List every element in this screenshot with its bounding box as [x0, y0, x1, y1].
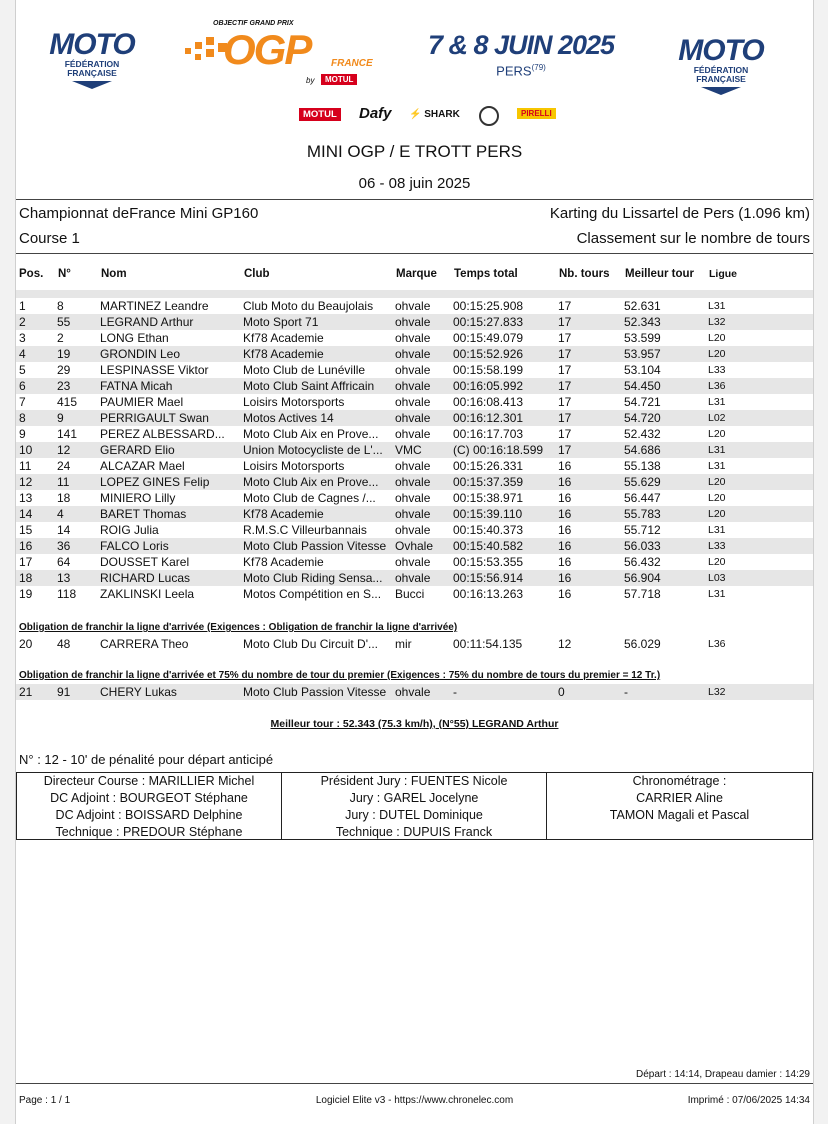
group3-note: Obligation de franchir la ligne d'arrivée et 75% du nombre de tour du premier (Exigences : 75% du nombre de tours du premier = 12 Tr.) — [19, 670, 661, 681]
cell-temps: 00:15:40.582 — [451, 538, 556, 554]
cell-nom: ROIG Julia — [98, 522, 241, 538]
cell-num: 55 — [55, 314, 98, 330]
cell-marque: ohvale — [393, 570, 451, 586]
col-temps: Temps total — [454, 268, 518, 280]
cell-ligue: L31 — [706, 522, 813, 538]
cell-meilleur: 55.712 — [622, 522, 706, 538]
cell-pos: 10 — [16, 442, 55, 458]
cell-club: Moto Club de Lunéville — [241, 362, 393, 378]
cell-tours: 17 — [556, 330, 622, 346]
cell-meilleur: 52.631 — [622, 298, 706, 314]
cell-tours: 17 — [556, 314, 622, 330]
group2-note: Obligation de franchir la ligne d'arrivée (Exigences : Obligation de franchir la ligne d'arrivée) — [19, 622, 458, 633]
sponsor-motul: MOTUL — [299, 108, 341, 121]
table-row — [16, 458, 813, 474]
table-row — [16, 490, 813, 506]
cell-ligue: L20 — [706, 506, 813, 522]
cell-pos: 11 — [16, 458, 55, 474]
cell-club: Moto Club Saint Affricain — [241, 378, 393, 394]
best-lap: Meilleur tour : 52.343 (75.3 km/h), (N°55) LEGRAND Arthur — [270, 718, 559, 730]
cell-ligue: L20 — [706, 426, 813, 442]
cell-nom: MARTINEZ Leandre — [98, 298, 241, 314]
table-row — [16, 330, 813, 346]
cell-club: Club Moto du Beaujolais — [241, 298, 393, 314]
table-row — [16, 314, 813, 330]
cell-num: 13 — [55, 570, 98, 586]
table-row — [16, 346, 813, 362]
cell-temps: 00:15:53.355 — [451, 554, 556, 570]
page-number: Page : 1 / 1 — [19, 1095, 71, 1106]
table-row — [16, 586, 813, 602]
table-row — [16, 394, 813, 410]
cell-club: Motos Compétition en S... — [241, 586, 393, 602]
cell-club: Motos Actives 14 — [241, 410, 393, 426]
officials-box — [16, 772, 813, 840]
col-tours: Nb. tours — [559, 268, 610, 280]
header-shade — [16, 290, 813, 298]
track-info: Karting du Lissartel de Pers (1.096 km) — [549, 205, 810, 222]
ffm-chevron-icon — [72, 81, 112, 89]
cell-ligue: L31 — [706, 298, 813, 314]
ogp-logo: OBJECTIF GRAND PRIX OGP FRANCE by MOTUL — [181, 20, 381, 92]
table-row — [16, 570, 813, 586]
cell-meilleur: 54.720 — [622, 410, 706, 426]
cell-nom: PAUMIER Mael — [98, 394, 241, 410]
sponsor-pirelli: PIRELLI — [517, 108, 556, 119]
cell-tours: 16 — [556, 554, 622, 570]
cell-tours: 16 — [556, 538, 622, 554]
cell-tours: 12 — [556, 636, 622, 652]
meeting-title: MINI OGP / E TROTT PERS — [306, 142, 523, 161]
cell-num: 2 — [55, 330, 98, 346]
cell-meilleur: 53.957 — [622, 346, 706, 362]
table-row — [16, 636, 813, 652]
cell-marque: ohvale — [393, 490, 451, 506]
cell-meilleur: - — [622, 684, 706, 700]
meeting-dates: 06 - 08 juin 2025 — [358, 175, 471, 192]
cell-nom: CARRERA Theo — [98, 636, 241, 652]
results-table-group2 — [16, 636, 813, 652]
cell-temps: 00:11:54.135 — [451, 636, 556, 652]
cell-ligue: L03 — [706, 570, 813, 586]
cell-temps: 00:15:26.331 — [451, 458, 556, 474]
cell-temps: 00:15:52.926 — [451, 346, 556, 362]
table-row — [16, 298, 813, 314]
cell-temps: 00:15:37.359 — [451, 474, 556, 490]
cell-temps: 00:15:49.079 — [451, 330, 556, 346]
col-nom: Nom — [101, 268, 127, 280]
cell-meilleur: 54.721 — [622, 394, 706, 410]
cell-nom: ALCAZAR Mael — [98, 458, 241, 474]
cell-pos: 9 — [16, 426, 55, 442]
results-sheet — [15, 0, 814, 1124]
cell-marque: ohvale — [393, 554, 451, 570]
cell-tours: 17 — [556, 410, 622, 426]
software-credit: Logiciel Elite v3 - https://www.chronelec.com — [315, 1095, 514, 1106]
print-date: Imprimé : 07/06/2025 14:34 — [687, 1095, 810, 1106]
cell-num: 24 — [55, 458, 98, 474]
cell-nom: BARET Thomas — [98, 506, 241, 522]
cell-ligue: L36 — [706, 636, 813, 652]
cell-num: 118 — [55, 586, 98, 602]
col-num: N° — [58, 268, 71, 280]
results-table — [16, 684, 813, 700]
cell-ligue: L20 — [706, 346, 813, 362]
divider-top — [16, 199, 813, 200]
cell-meilleur: 53.104 — [622, 362, 706, 378]
cell-tours: 16 — [556, 506, 622, 522]
cell-marque: ohvale — [393, 506, 451, 522]
cell-meilleur: 52.432 — [622, 426, 706, 442]
cell-nom: ZAKLINSKI Leela — [98, 586, 241, 602]
cell-nom: FATNA Micah — [98, 378, 241, 394]
cell-club: Kf78 Academie — [241, 506, 393, 522]
cell-temps: 00:15:40.373 — [451, 522, 556, 538]
cell-num: 29 — [55, 362, 98, 378]
results-table-group3 — [16, 684, 813, 700]
ffm-logo-right: MOTO FÉDÉRATION FRANÇAISE — [671, 36, 771, 95]
cell-temps: 00:15:58.199 — [451, 362, 556, 378]
cell-meilleur: 56.432 — [622, 554, 706, 570]
cell-meilleur: 55.629 — [622, 474, 706, 490]
race-name: Course 1 — [19, 230, 80, 247]
cell-pos: 17 — [16, 554, 55, 570]
cell-ligue: L32 — [706, 684, 813, 700]
cell-temps: - — [451, 684, 556, 700]
cell-num: 415 — [55, 394, 98, 410]
cell-ligue: L32 — [706, 314, 813, 330]
cell-marque: ohvale — [393, 458, 451, 474]
cell-club: Moto Club Passion Vitesse — [241, 684, 393, 700]
col-pos: Pos. — [19, 268, 44, 280]
cell-ligue: L33 — [706, 538, 813, 554]
cell-temps: 00:15:38.971 — [451, 490, 556, 506]
cell-num: 8 — [55, 298, 98, 314]
classification-type: Classement sur le nombre de tours — [576, 230, 810, 247]
cell-num: 48 — [55, 636, 98, 652]
cell-meilleur: 56.447 — [622, 490, 706, 506]
cell-club: Moto Club Du Circuit D'... — [241, 636, 393, 652]
cell-tours: 16 — [556, 586, 622, 602]
cell-meilleur: 53.599 — [622, 330, 706, 346]
cell-nom: PERRIGAULT Swan — [98, 410, 241, 426]
cell-pos: 2 — [16, 314, 55, 330]
start-info: Départ : 14:14, Drapeau damier : 14:29 — [636, 1069, 810, 1080]
ffm-chevron-icon — [701, 87, 741, 95]
cell-club: R.M.S.C Villeurbannais — [241, 522, 393, 538]
cell-tours: 16 — [556, 474, 622, 490]
cell-marque: Ovhale — [393, 538, 451, 554]
col-meilleur: Meilleur tour — [625, 268, 695, 280]
cell-ligue: L33 — [706, 362, 813, 378]
penalty-note: N° : 12 - 10' de pénalité pour départ anticipé — [19, 752, 274, 767]
cell-marque: ohvale — [393, 330, 451, 346]
cell-pos: 8 — [16, 410, 55, 426]
col-club: Club — [244, 268, 270, 280]
event-date: 7 & 8 JUIN 2025 — [427, 30, 615, 60]
cell-marque: ohvale — [393, 410, 451, 426]
cell-num: 36 — [55, 538, 98, 554]
cell-club: Moto Club Riding Sensa... — [241, 570, 393, 586]
cell-tours: 17 — [556, 298, 622, 314]
sponsor-bar — [299, 106, 579, 126]
cell-club: Moto Club Passion Vitesse — [241, 538, 393, 554]
cell-num: 18 — [55, 490, 98, 506]
cell-ligue: L31 — [706, 586, 813, 602]
cell-ligue: L31 — [706, 394, 813, 410]
cell-temps: 00:16:13.263 — [451, 586, 556, 602]
cell-pos: 19 — [16, 586, 55, 602]
cell-tours: 16 — [556, 570, 622, 586]
cell-ligue: L20 — [706, 474, 813, 490]
cell-tours: 17 — [556, 378, 622, 394]
cell-nom: FALCO Loris — [98, 538, 241, 554]
cell-num: 12 — [55, 442, 98, 458]
table-row — [16, 522, 813, 538]
cell-meilleur: 54.686 — [622, 442, 706, 458]
cell-ligue: L20 — [706, 330, 813, 346]
cell-club: Moto Club Aix en Prove... — [241, 426, 393, 442]
cell-ligue: L36 — [706, 378, 813, 394]
cell-marque: Bucci — [393, 586, 451, 602]
sponsor-emblem-icon — [479, 106, 499, 126]
cell-marque: VMC — [393, 442, 451, 458]
cell-pos: 13 — [16, 490, 55, 506]
cell-club: Loisirs Motorsports — [241, 458, 393, 474]
results-table — [16, 636, 813, 652]
cell-pos: 1 — [16, 298, 55, 314]
cell-marque: ohvale — [393, 362, 451, 378]
results-table — [16, 298, 813, 602]
cell-marque: ohvale — [393, 346, 451, 362]
cell-tours: 17 — [556, 394, 622, 410]
cell-nom: GERARD Elio — [98, 442, 241, 458]
cell-temps: 00:15:56.914 — [451, 570, 556, 586]
cell-pos: 4 — [16, 346, 55, 362]
cell-temps: 00:16:17.703 — [451, 426, 556, 442]
cell-nom: LOPEZ GINES Felip — [98, 474, 241, 490]
cell-ligue: L31 — [706, 442, 813, 458]
event-place: PERS$^{(79)}$ — [496, 63, 546, 79]
cell-temps: 00:15:25.908 — [451, 298, 556, 314]
cell-pos: 14 — [16, 506, 55, 522]
table-row — [16, 506, 813, 522]
cell-pos: 15 — [16, 522, 55, 538]
officials-jury: Président Jury : FUENTES Nicole Jury : GAREL Jocelyne Jury : DUTEL Dominique Technique : DUPUIS Franck — [282, 773, 547, 839]
divider-mid — [16, 253, 813, 254]
cell-nom: RICHARD Lucas — [98, 570, 241, 586]
cell-meilleur: 56.904 — [622, 570, 706, 586]
cell-num: 91 — [55, 684, 98, 700]
cell-temps: 00:16:12.301 — [451, 410, 556, 426]
table-row — [16, 442, 813, 458]
cell-marque: ohvale — [393, 394, 451, 410]
cell-nom: GRONDIN Leo — [98, 346, 241, 362]
cell-meilleur: 56.033 — [622, 538, 706, 554]
cell-nom: CHERY Lukas — [98, 684, 241, 700]
cell-marque: ohvale — [393, 684, 451, 700]
cell-ligue: L02 — [706, 410, 813, 426]
cell-pos: 6 — [16, 378, 55, 394]
cell-num: 11 — [55, 474, 98, 490]
cell-nom: MINIERO Lilly — [98, 490, 241, 506]
cell-club: Kf78 Academie — [241, 346, 393, 362]
table-row — [16, 362, 813, 378]
cell-meilleur: 57.718 — [622, 586, 706, 602]
divider-bottom — [16, 1083, 813, 1084]
cell-marque: mir — [393, 636, 451, 652]
cell-meilleur: 55.138 — [622, 458, 706, 474]
cell-nom: LEGRAND Arthur — [98, 314, 241, 330]
championship: Championnat deFrance Mini GP160 — [19, 205, 259, 222]
cell-club: Moto Club Aix en Prove... — [241, 474, 393, 490]
officials-timing: Chronométrage : CARRIER Aline TAMON Magali et Pascal — [609, 774, 750, 822]
cell-temps: (C) 00:16:18.599 — [451, 442, 556, 458]
cell-ligue: L31 — [706, 458, 813, 474]
cell-tours: 17 — [556, 426, 622, 442]
cell-marque: ohvale — [393, 474, 451, 490]
cell-pos: 21 — [16, 684, 55, 700]
cell-club: Union Motocycliste de L'... — [241, 442, 393, 458]
cell-num: 19 — [55, 346, 98, 362]
cell-club: Loisirs Motorsports — [241, 394, 393, 410]
cell-nom: LONG Ethan — [98, 330, 241, 346]
cell-temps: 00:15:27.833 — [451, 314, 556, 330]
cell-club: Kf78 Academie — [241, 554, 393, 570]
table-row — [16, 410, 813, 426]
table-row — [16, 474, 813, 490]
cell-pos: 20 — [16, 636, 55, 652]
cell-marque: ohvale — [393, 522, 451, 538]
cell-tours: 16 — [556, 490, 622, 506]
cell-marque: ohvale — [393, 426, 451, 442]
cell-pos: 16 — [16, 538, 55, 554]
sponsor-shark: ⚡ SHARK — [409, 109, 460, 120]
cell-club: Moto Club de Cagnes /... — [241, 490, 393, 506]
cell-meilleur: 52.343 — [622, 314, 706, 330]
cell-nom: PEREZ ALBESSARD... — [98, 426, 241, 442]
cell-num: 141 — [55, 426, 98, 442]
cell-temps: 00:16:08.413 — [451, 394, 556, 410]
cell-club: Moto Sport 71 — [241, 314, 393, 330]
cell-num: 4 — [55, 506, 98, 522]
results-table-main — [16, 298, 813, 602]
cell-ligue: L20 — [706, 490, 813, 506]
col-marque: Marque — [396, 268, 437, 280]
cell-pos: 5 — [16, 362, 55, 378]
cell-meilleur: 54.450 — [622, 378, 706, 394]
table-row — [16, 426, 813, 442]
sponsor-dafy: Dafy — [359, 105, 392, 122]
cell-tours: 16 — [556, 522, 622, 538]
cell-tours: 0 — [556, 684, 622, 700]
officials-direction: Directeur Course : MARILLIER Michel DC Adjoint : BOURGEOT Stéphane DC Adjoint : BOISSARD Delphine Technique : PREDOUR Stéphane — [17, 773, 282, 839]
cell-temps: 00:16:05.992 — [451, 378, 556, 394]
cell-num: 64 — [55, 554, 98, 570]
cell-tours: 17 — [556, 362, 622, 378]
cell-tours: 17 — [556, 442, 622, 458]
table-header — [16, 268, 813, 284]
cell-num: 14 — [55, 522, 98, 538]
cell-club: Kf78 Academie — [241, 330, 393, 346]
cell-meilleur: 55.783 — [622, 506, 706, 522]
table-row — [16, 684, 813, 700]
cell-marque: ohvale — [393, 378, 451, 394]
cell-num: 23 — [55, 378, 98, 394]
cell-meilleur: 56.029 — [622, 636, 706, 652]
cell-pos: 3 — [16, 330, 55, 346]
cell-nom: LESPINASSE Viktor — [98, 362, 241, 378]
cell-pos: 7 — [16, 394, 55, 410]
cell-tours: 17 — [556, 346, 622, 362]
event-date-block — [421, 30, 621, 78]
cell-pos: 12 — [16, 474, 55, 490]
table-row — [16, 378, 813, 394]
cell-temps: 00:15:39.110 — [451, 506, 556, 522]
cell-ligue: L20 — [706, 554, 813, 570]
cell-nom: DOUSSET Karel — [98, 554, 241, 570]
cell-marque: ohvale — [393, 314, 451, 330]
cell-num: 9 — [55, 410, 98, 426]
cell-marque: ohvale — [393, 298, 451, 314]
table-row — [16, 554, 813, 570]
ffm-logo-left: MOTO FÉDÉRATION FRANÇAISE — [42, 30, 142, 89]
cell-tours: 16 — [556, 458, 622, 474]
table-row — [16, 538, 813, 554]
col-ligue: Ligue — [709, 268, 737, 280]
cell-pos: 18 — [16, 570, 55, 586]
